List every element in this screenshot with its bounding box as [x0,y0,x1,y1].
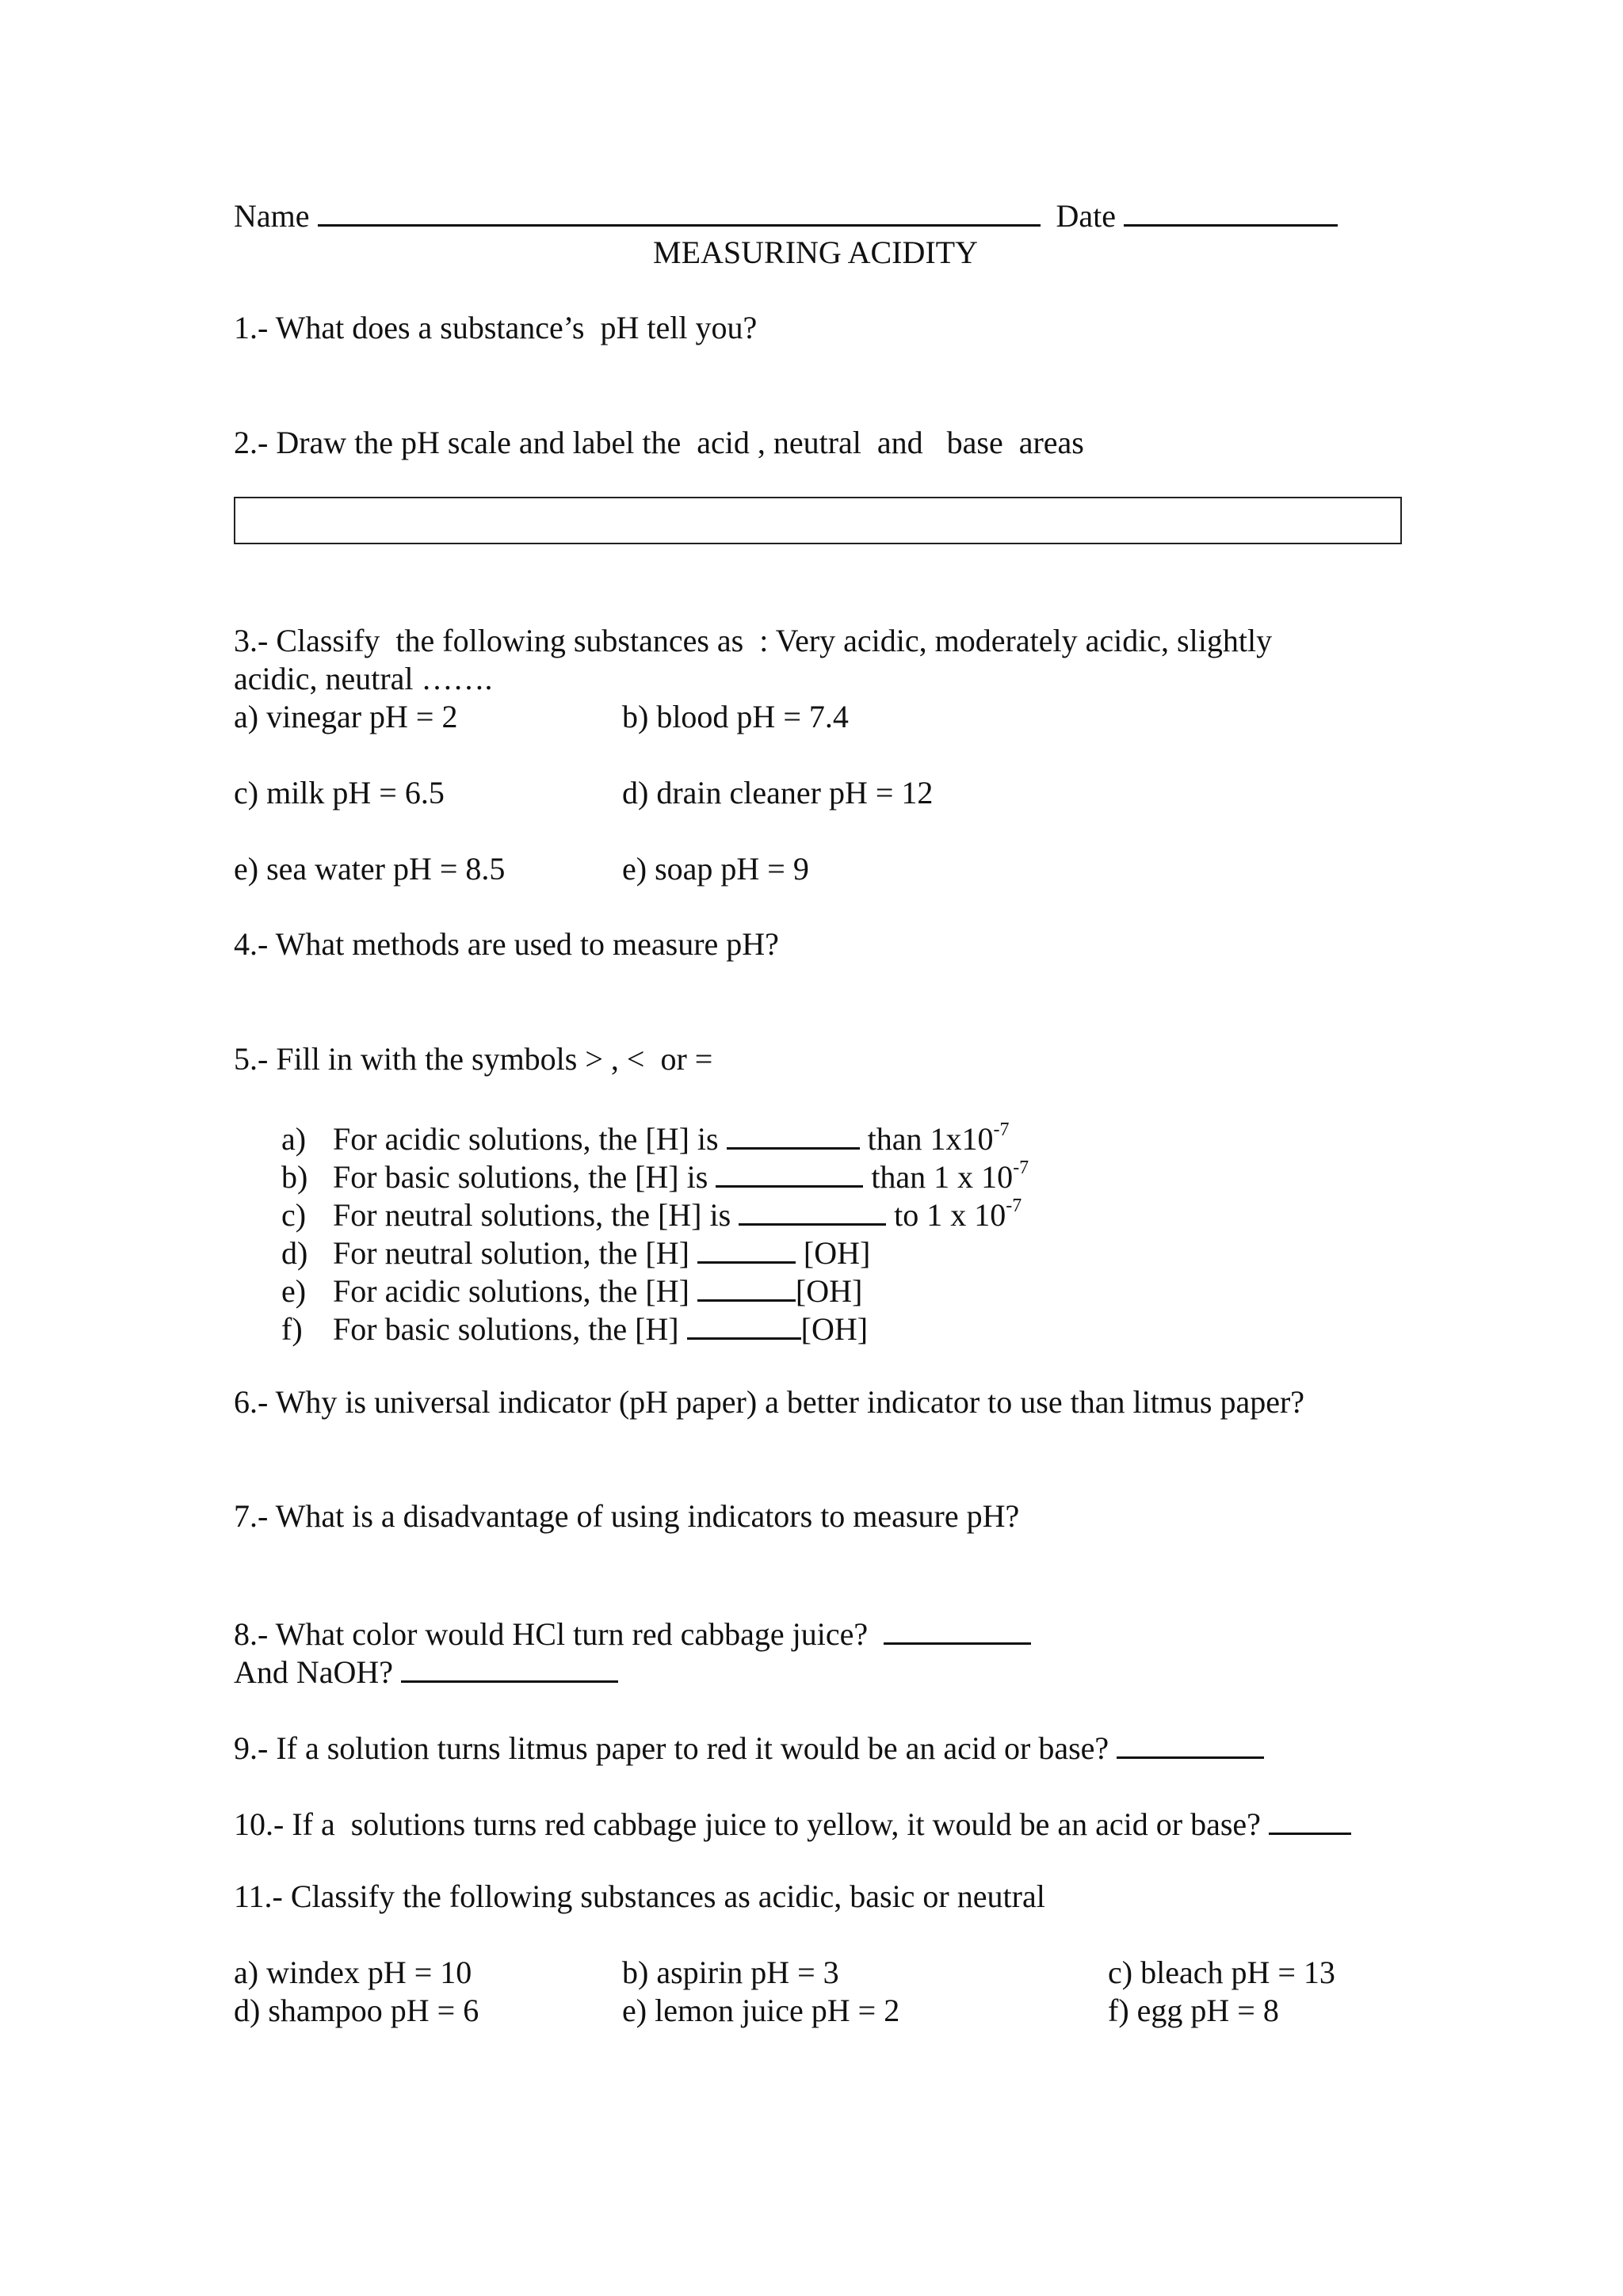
q5-item-c: c) For neutral solutions, the [H] is to 1 x $10^{-7}$ [281,1193,1022,1239]
question-11-row-2 [234,1992,1279,2030]
q8-hcl-blank[interactable] [884,1612,1031,1645]
q3-item-a: a) vinegar pH = 2 [234,699,458,734]
q10-blank[interactable] [1269,1802,1351,1835]
question-2: 2.- Draw the pH scale and label the acid , neutral and base areas [234,425,1084,460]
q5-item-a: a) For acidic solutions, the [H] is than $1x10^{-7}$ [281,1117,1009,1163]
q5-f-blank[interactable] [687,1307,801,1340]
q3-item-b: b) blood pH = 7.4 [622,699,849,734]
q5-e-blank[interactable] [697,1269,796,1302]
question-3-row-2 [234,774,934,812]
q5-a-blank[interactable] [727,1117,860,1150]
question-6: 6.- Why is universal indicator (pH paper) a better indicator to use than litmus paper? [234,1384,1305,1420]
q11-item-f: f) egg pH = 8 [1108,1993,1279,2028]
question-8-line-2: And NaOH? [234,1650,618,1691]
question-10: 10.- If a solutions turns red cabbage juice to yellow, it would be an acid or base? [234,1802,1351,1844]
q5-d-blank[interactable] [697,1231,796,1264]
q5-item-d: d) For neutral solution, the [H] [OH] [281,1231,870,1272]
question-11-row-1 [234,1954,1335,1992]
question-9: 9.- If a solution turns litmus paper to red it would be an acid or base? [234,1726,1264,1768]
q3-item-c: c) milk pH = 6.5 [234,775,445,810]
q11-item-b: b) aspirin pH = 3 [622,1955,839,1990]
q5-item-b: b) For basic solutions, the [H] is than 1 x $10^{-7}$ [281,1155,1029,1201]
q5-item-f: f) For basic solutions, the [H] [OH] [281,1307,868,1348]
question-8-line-1: 8.- What color would HCl turn red cabbage juice? [234,1612,1031,1653]
question-4: 4.- What methods are used to measure pH? [234,926,779,962]
q11-item-c: c) bleach pH = 13 [1108,1955,1335,1990]
name-date-line [234,194,1338,235]
question-7: 7.- What is a disadvantage of using indicators to measure pH? [234,1498,1020,1534]
question-5: 5.- Fill in with the symbols > , < or = [234,1041,713,1077]
question-3-row-1 [234,698,849,736]
q8-naoh-blank[interactable] [401,1650,618,1683]
q11-item-e: e) lemon juice pH = 2 [622,1993,900,2028]
q5-b-blank[interactable] [716,1155,863,1188]
name-label: Name [234,198,310,234]
question-1: 1.- What does a substance’s pH tell you? [234,310,758,345]
q11-item-d: d) shampoo pH = 6 [234,1993,479,2028]
q11-item-a: a) windex pH = 10 [234,1955,472,1990]
question-3-row-3 [234,850,809,888]
q5-item-e: e) For acidic solutions, the [H] [OH] [281,1269,862,1310]
question-11: 11.- Classify the following substances as acidic, basic or neutral [234,1878,1045,1914]
page-title: MEASURING ACIDITY [653,235,978,270]
name-blank[interactable] [318,194,1041,227]
q3-item-d: d) drain cleaner pH = 12 [622,775,934,810]
question-3-line-2: acidic, neutral ……. [234,661,493,696]
q5-c-blank[interactable] [739,1193,886,1226]
q3-item-e: e) sea water pH = 8.5 [234,851,506,887]
question-3-line-1: 3.- Classify the following substances as : Very acidic, moderately acidic, slightly [234,623,1273,658]
ph-scale-drawing-box[interactable] [234,497,1402,544]
q3-item-e2: e) soap pH = 9 [622,851,809,887]
date-blank[interactable] [1124,194,1338,227]
date-label: Date [1056,198,1117,234]
q9-blank[interactable] [1117,1726,1264,1759]
